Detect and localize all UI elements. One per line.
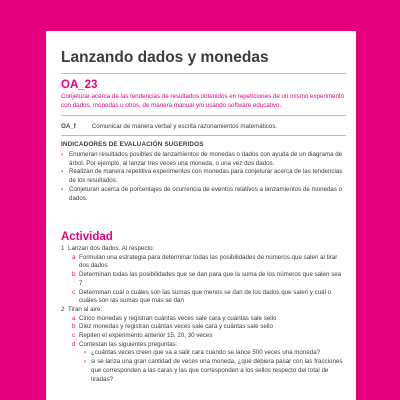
item-letter: b bbox=[72, 271, 76, 279]
item-text: Lanzan dos dados. Al respecto: bbox=[68, 245, 155, 252]
chevron-right-icon: › bbox=[61, 151, 64, 158]
activity-bullet bbox=[61, 358, 346, 384]
chevron-right-icon: › bbox=[61, 185, 64, 193]
item-text: Cinco monedas y registran cuántas veces sale cara y cuántas sale sello bbox=[79, 314, 277, 322]
activity-subitem bbox=[61, 341, 346, 350]
item-letter: d bbox=[72, 340, 76, 348]
item-text: si se lanza una gran cantidad de veces una moneda, ¿qué debiera pasar con las fracciones que corresponden a las caras y las que corresponden a los sellos respecto del total de tiradas? bbox=[91, 358, 343, 383]
oa-code: OA_23 bbox=[61, 79, 98, 91]
item-text: Diez monedas y registran cuántas veces sale cara y cuántas sale sello bbox=[79, 323, 273, 331]
indicators-list bbox=[61, 151, 346, 203]
oa-description: Conjeturar acerca de las tendencias de resultados obtenidos en repeticiones de un mismo experimento con dados, monedas u otros, de manera manual y/o usando software educativo. bbox=[61, 93, 345, 110]
item-text: Tiran al aire: bbox=[68, 305, 103, 313]
activity-list bbox=[61, 245, 346, 384]
oa-divider bbox=[61, 115, 346, 116]
item-number: 2 bbox=[61, 305, 65, 313]
title-divider bbox=[61, 73, 346, 74]
activity-subitem bbox=[61, 332, 346, 341]
chevron-right-icon: › bbox=[61, 168, 64, 176]
item-text: Repiten el experimento anterior 15, 20, 30 veces bbox=[79, 332, 213, 340]
activity-subitem bbox=[61, 271, 346, 288]
document-page bbox=[46, 31, 356, 400]
item-letter: c bbox=[72, 332, 76, 340]
indicators-divider bbox=[61, 135, 346, 136]
indicator-text: Conjeturan acerca de porcentajes de ocurrencia de eventos relativos a lanzamientos de monedas o dados. bbox=[69, 185, 343, 202]
item-text: Contestan las siguientes preguntas: bbox=[79, 340, 178, 348]
activity-bullet bbox=[61, 349, 346, 358]
item-text: Formulan una estrategia para determinar todas las posibilidades de números que salen al tirar dos dados bbox=[79, 253, 338, 270]
oa-secondary bbox=[61, 122, 346, 131]
item-letter: b bbox=[72, 323, 76, 331]
oa-secondary-description: Comunicar de manera verbal y escrita razonamientos matemáticos. bbox=[91, 123, 278, 130]
indicator-item bbox=[61, 186, 346, 203]
activity-subitem bbox=[61, 323, 346, 332]
activity-item bbox=[61, 245, 346, 254]
item-number: 1 bbox=[61, 245, 65, 252]
item-text: Determinan todas las posibilidades que se dan para que la suma de los números que salen sea 7 bbox=[79, 271, 342, 287]
indicators-heading: INDICADORES DE EVALUACIÓN SUGERIDOS bbox=[61, 141, 204, 148]
activity-subitem bbox=[61, 315, 346, 324]
oa-secondary-code: OA_f bbox=[61, 123, 76, 130]
item-letter: a bbox=[72, 253, 76, 261]
activity-subitem bbox=[61, 254, 346, 271]
chevron-right-icon: › bbox=[84, 358, 87, 366]
item-text: Determinan cuál o cuáles son las sumas que menos se dan de los dados que salen y cuál o cuáles son las sumas que más se dan bbox=[79, 288, 332, 305]
chevron-right-icon: › bbox=[84, 349, 87, 357]
item-letter: c bbox=[72, 288, 76, 296]
item-letter: a bbox=[72, 314, 76, 322]
indicator-item bbox=[61, 151, 346, 168]
activity-title: Actividad bbox=[61, 231, 113, 243]
page-title: Lanzando dados y monedas bbox=[61, 49, 269, 66]
indicator-item bbox=[61, 168, 346, 185]
activity-subitem bbox=[61, 289, 346, 306]
indicator-text: Enumeran resultados posibles de lanzamientos de monedas o dados con ayuda de un diagrama de árbol. Por ejemplo, al lanzar tres veces una moneda, o una vez dos dados. bbox=[69, 151, 343, 167]
item-text: ¿cuántas veces creen que va a salir cara cuando se lance 500 veces una moneda? bbox=[91, 349, 321, 357]
indicator-text: Realizan de manera repetitiva experimentos con monedas para conjeturar acerca de las tendencias de los resultados. bbox=[69, 168, 343, 185]
activity-item bbox=[61, 306, 346, 315]
